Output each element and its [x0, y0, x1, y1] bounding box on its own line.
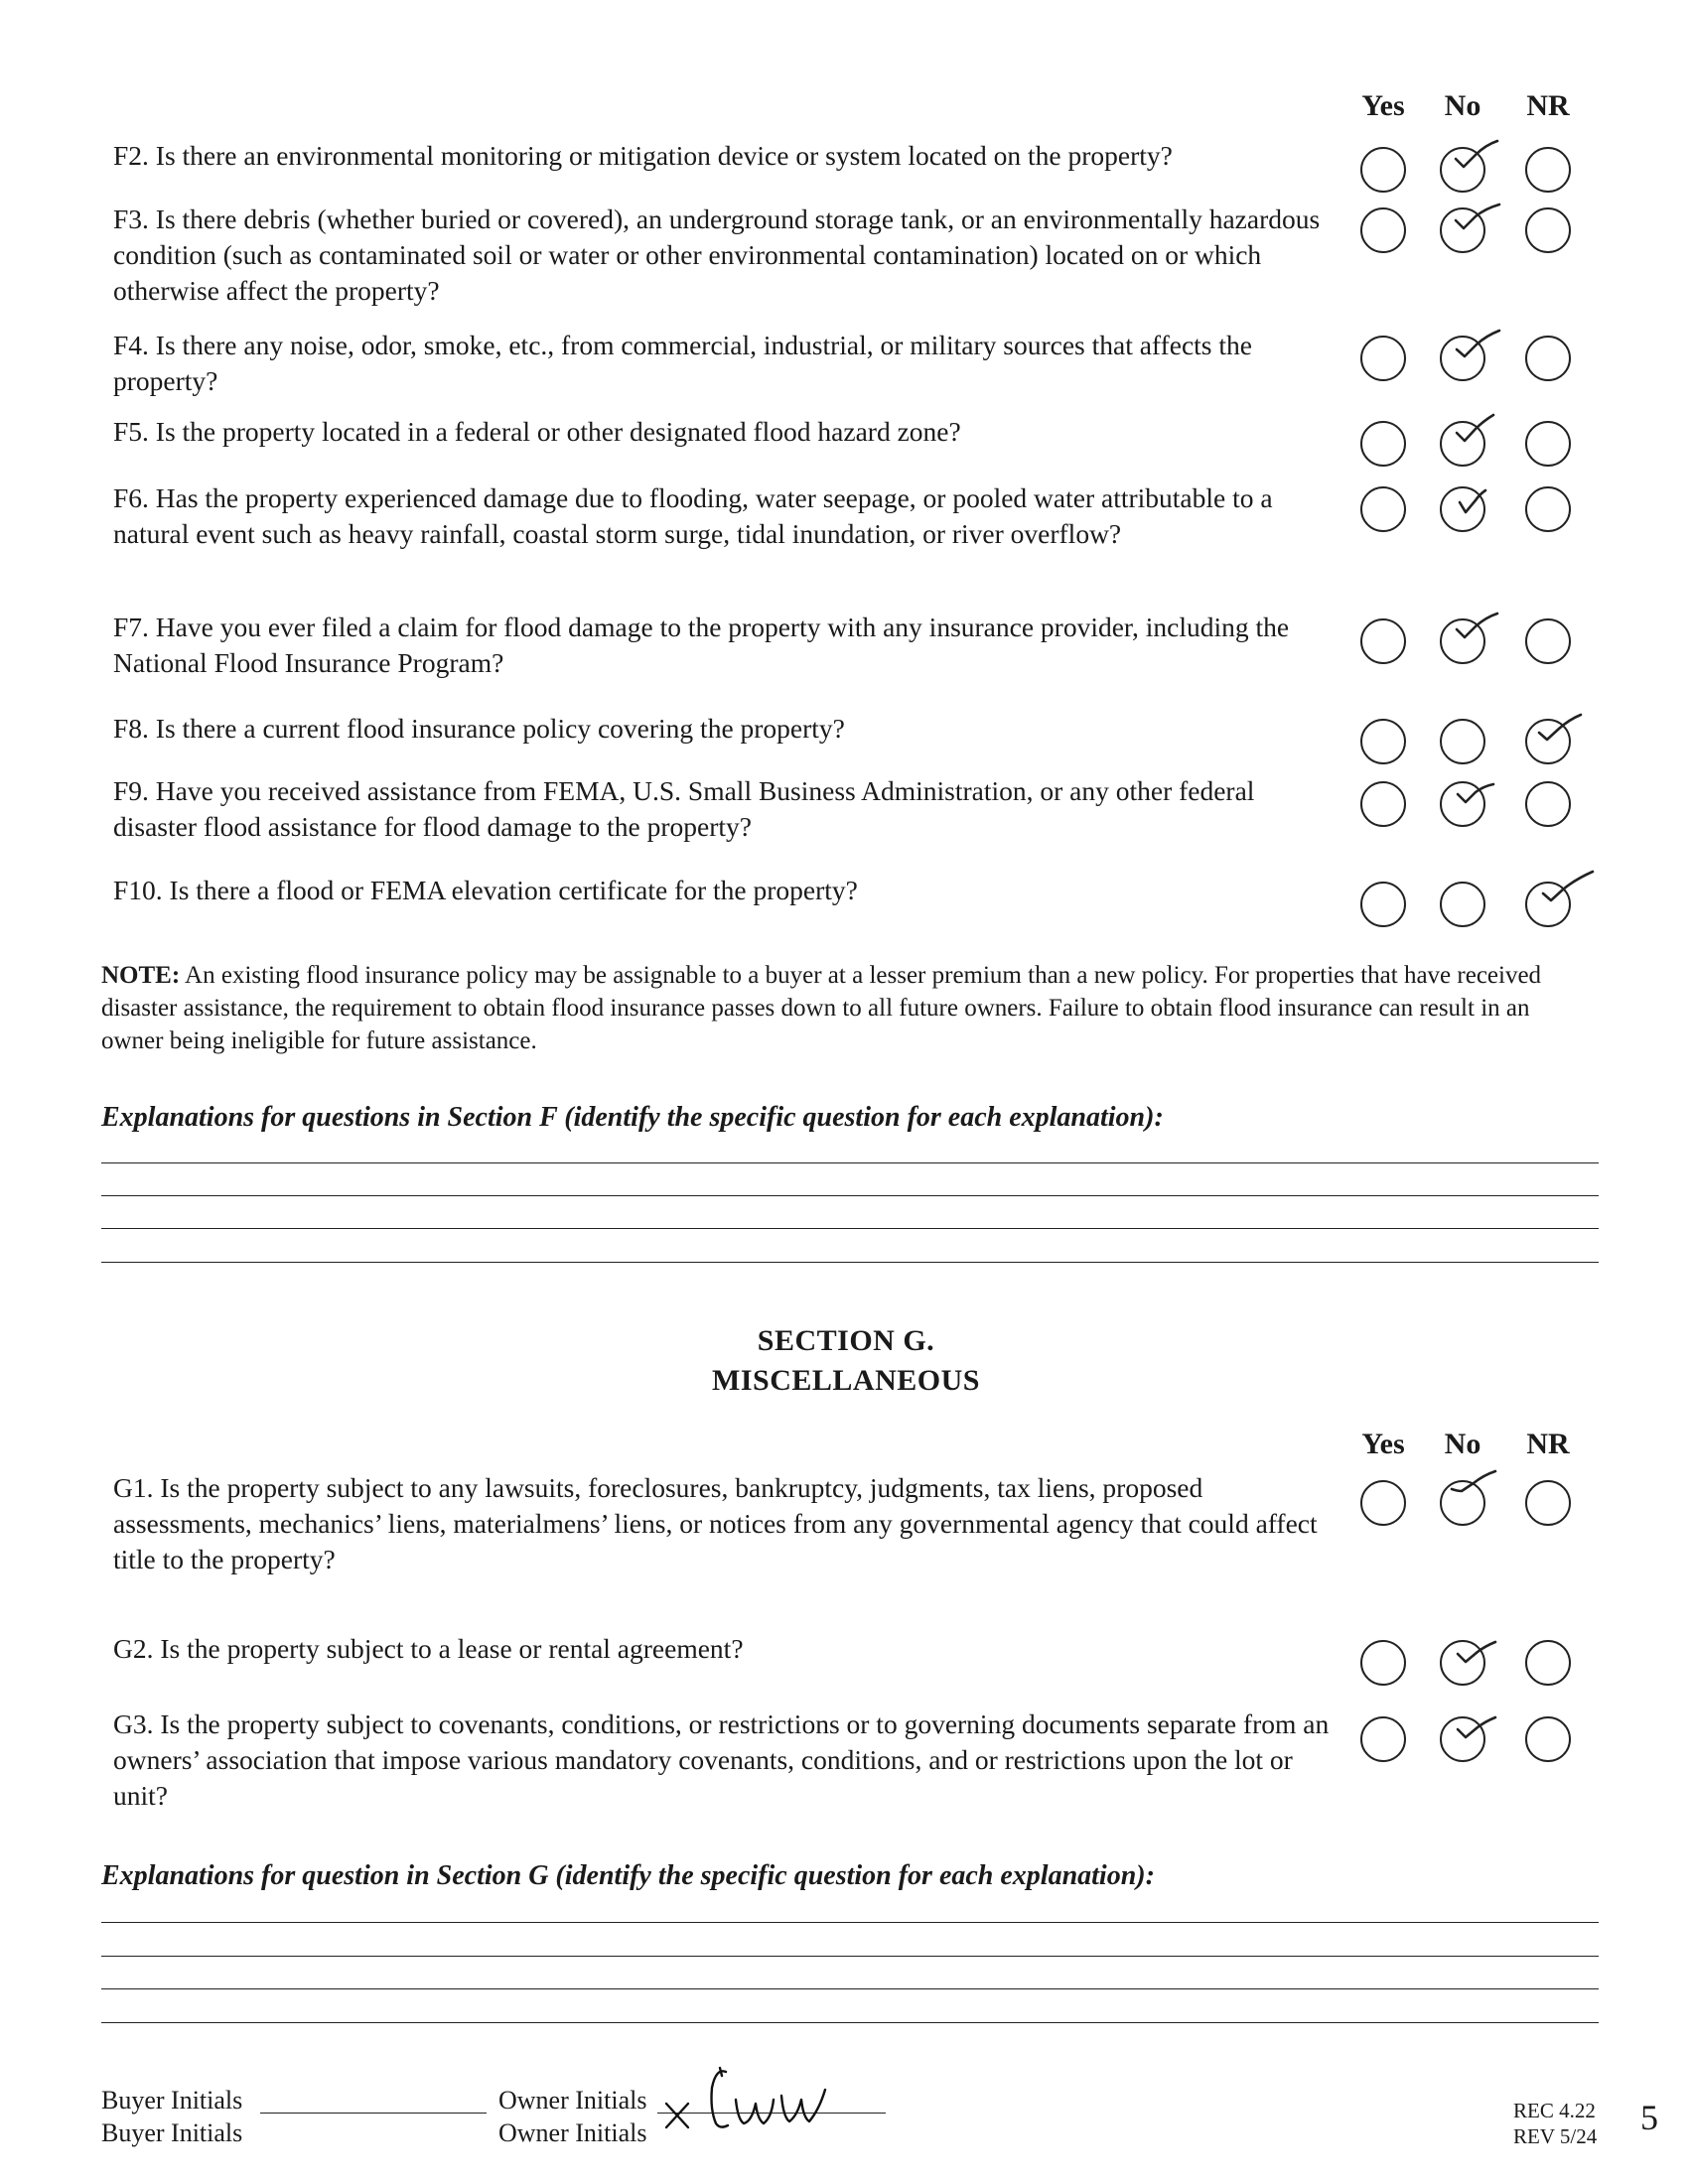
section-g-title: SECTION G.: [757, 1324, 935, 1357]
f5-no-checkmark-icon: [1448, 411, 1511, 451]
f5-yes-radio[interactable]: [1360, 421, 1406, 467]
f9-yes-radio[interactable]: [1360, 781, 1406, 827]
g2-no-checkmark-icon: [1448, 1634, 1511, 1674]
question-f5: F5. Is the property located in a federal or other designated flood hazard zone?: [113, 416, 961, 447]
section-f-explanation-line[interactable]: [101, 1195, 1599, 1196]
section-f-explanation-line[interactable]: [101, 1228, 1599, 1229]
g1-yes-radio[interactable]: [1360, 1480, 1406, 1526]
form-code: [1513, 2098, 1597, 2149]
f10-no-radio[interactable]: [1440, 882, 1485, 927]
f4-yes-radio[interactable]: [1360, 336, 1406, 381]
f6-yes-radio[interactable]: [1360, 486, 1406, 532]
question-g2: G2. Is the property subject to a lease or rental agreement?: [113, 1633, 744, 1664]
question-f9: F9. Have you received assistance from FEMA, U.S. Small Business Administration, or any other federal disaster flood assistance for flood damage to the property?: [113, 775, 1255, 842]
f7-nr-radio[interactable]: [1525, 618, 1571, 664]
column-header-nr: NR: [1526, 89, 1570, 122]
question-f10: F10. Is there a flood or FEMA elevation certificate for the property?: [113, 875, 858, 905]
g1-no-checkmark-icon: [1444, 1467, 1507, 1507]
section-g-explanation-line[interactable]: [101, 1988, 1599, 1989]
section-g-subtitle: MISCELLANEOUS: [712, 1364, 980, 1397]
f6-nr-radio[interactable]: [1525, 486, 1571, 532]
g3-no-checkmark-icon: [1448, 1709, 1511, 1749]
f2-yes-radio[interactable]: [1360, 147, 1406, 193]
question-f3: F3. Is there debris (whether buried or covered), an underground storage tank, or an environmentally hazardous condition (such as contaminated soil or water or other environmental contamination) located on or which otherwise affect the property?: [113, 204, 1321, 306]
f10-nr-checkmark-icon: [1533, 870, 1597, 909]
f3-nr-radio[interactable]: [1525, 207, 1571, 253]
note-label: NOTE:: [101, 962, 181, 989]
g1-nr-radio[interactable]: [1525, 1480, 1571, 1526]
f9-no-checkmark-icon: [1448, 776, 1511, 816]
question-g3: G3. Is the property subject to covenants, conditions, or restrictions or to governing documents separate from an owners’ association that impose various mandatory covenants, conditions, and or restrictions upon the lot or unit?: [113, 1708, 1330, 1811]
g3-nr-radio[interactable]: [1525, 1716, 1571, 1762]
form-code-line: REC 4.22: [1513, 2099, 1596, 2122]
owner-initials-signature: [660, 2060, 879, 2139]
buyer-initials-field[interactable]: [260, 2113, 487, 2114]
question-f7: F7. Have you ever filed a claim for flood damage to the property with any insurance provider, including the National Flood Insurance Program?: [113, 612, 1290, 678]
f3-no-checkmark-icon: [1448, 201, 1511, 240]
question-f8: F8. Is there a current flood insurance policy covering the property?: [113, 713, 845, 744]
g2-yes-radio[interactable]: [1360, 1640, 1406, 1686]
f3-yes-radio[interactable]: [1360, 207, 1406, 253]
flood-insurance-note: [101, 959, 1571, 1057]
question-f4: F4. Is there any noise, odor, smoke, etc., from commercial, industrial, or military sources that affects the property?: [113, 330, 1252, 396]
f5-nr-radio[interactable]: [1525, 421, 1571, 467]
f4-no-checkmark-icon: [1448, 328, 1511, 367]
section-g-explanation-line[interactable]: [101, 1956, 1599, 1957]
f2-no-checkmark-icon: [1448, 137, 1511, 177]
f10-yes-radio[interactable]: [1360, 882, 1406, 927]
column-header-yes: Yes: [1361, 1428, 1405, 1460]
section-f-explanation-line[interactable]: [101, 1162, 1599, 1163]
form-revision-line: REV 5/24: [1513, 2124, 1598, 2148]
f9-nr-radio[interactable]: [1525, 781, 1571, 827]
f6-no-checkmark-icon: [1446, 486, 1509, 526]
note-text: An existing flood insurance policy may be assignable to a buyer at a lesser premium than a new policy. For properties that have received disaster assistance, the requirement to obtain flood insurance passes down to all future owners. Failure to obtain flood insurance can result in an owner being ineligible for future assistance.: [101, 962, 1542, 1054]
column-header-no: No: [1444, 89, 1481, 122]
column-header-yes: Yes: [1361, 89, 1405, 122]
f7-no-checkmark-icon: [1448, 610, 1511, 649]
page-number: 5: [1640, 2098, 1658, 2137]
g2-nr-radio[interactable]: [1525, 1640, 1571, 1686]
f8-nr-checkmark-icon: [1531, 711, 1595, 751]
g3-yes-radio[interactable]: [1360, 1716, 1406, 1762]
section-f-column-headers: [0, 89, 1692, 129]
section-g-explanation-line[interactable]: [101, 1922, 1599, 1923]
question-f6: F6. Has the property experienced damage due to flooding, water seepage, or pooled water attributable to a natural event such as heavy rainfall, coastal storm surge, tidal inundation, or river overflow?: [113, 482, 1273, 549]
section-g-explanation-line[interactable]: [101, 2022, 1599, 2023]
column-header-nr: NR: [1526, 1428, 1570, 1460]
f2-nr-radio[interactable]: [1525, 147, 1571, 193]
f4-nr-radio[interactable]: [1525, 336, 1571, 381]
question-f2: F2. Is there an environmental monitoring or mitigation device or system located on the property?: [113, 140, 1173, 171]
owner-initials-label: Owner Initials: [498, 2086, 647, 2115]
section-g-column-headers: [0, 1428, 1692, 1467]
section-f-explanation-line[interactable]: [101, 1262, 1599, 1263]
f8-no-radio[interactable]: [1440, 719, 1485, 764]
buyer-initials-label: Buyer Initials: [101, 2086, 243, 2115]
question-g1: G1. Is the property subject to any lawsuits, foreclosures, bankruptcy, judgments, tax liens, proposed assessments, mechanics’ liens, materialmens’ liens, or notices from any governmental agency that could affect title to the property?: [113, 1472, 1318, 1574]
f8-yes-radio[interactable]: [1360, 719, 1406, 764]
f7-yes-radio[interactable]: [1360, 618, 1406, 664]
section-g-explanations-heading: Explanations for question in Section G (identify the specific question for each explanation):: [101, 1860, 1155, 1891]
column-header-no: No: [1444, 1428, 1481, 1460]
owner-initials-label: Owner Initials: [498, 2118, 647, 2147]
section-f-explanations-heading: Explanations for questions in Section F (identify the specific question for each explanation):: [101, 1102, 1164, 1133]
buyer-initials-label: Buyer Initials: [101, 2118, 243, 2147]
